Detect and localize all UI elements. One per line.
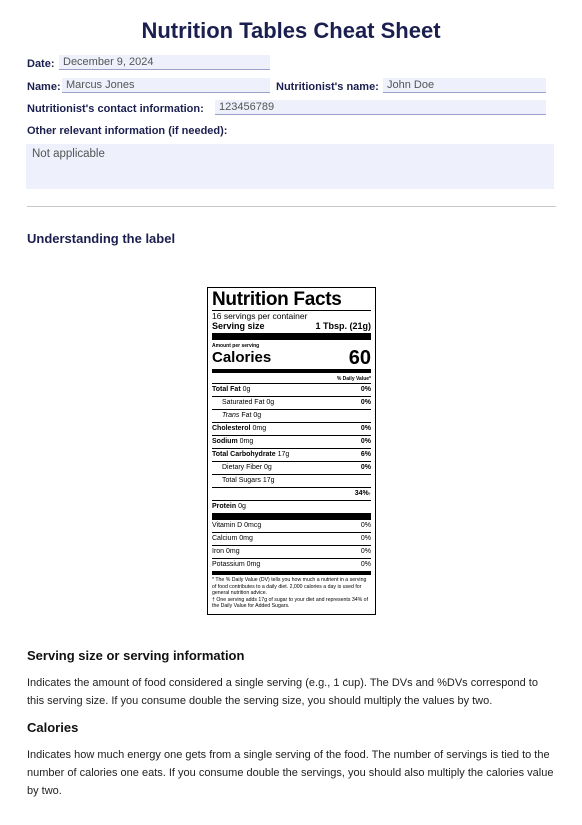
footnote-dv: * The % Daily Value (DV) tells you how much a nutrient in a serving of food contributes to a daily diet. 2,000 calories a day is used for general nutrition advice. [212,577,367,596]
label-thick-bar [212,333,371,340]
other-info-field[interactable]: Not applicable [26,144,554,189]
understanding-heading: Understanding the label [27,231,176,246]
row-potassium: Potassium 0mg 0% [212,558,371,571]
label-thick-bar-2 [212,513,371,520]
serving-size-label: Serving size [212,321,265,331]
label-serving-size-row [212,321,371,331]
name-field[interactable]: Marcus Jones [62,78,270,93]
serving-heading: Serving size or serving information [27,648,245,663]
footnote-sugar: † One serving adds 17g of sugar to your diet and represents 34% of the Daily Value for Added Sugars. [212,596,369,609]
label-title: Nutrition Facts [212,289,342,310]
row-sat-fat: Saturated Fat 0g 0% [212,396,371,409]
name-label: Name: [27,81,61,93]
row-sodium: Sodium 0mg 0% [212,435,371,448]
row-carb: Total Carbohydrate 17g 6% [212,448,371,461]
label-servings: 16 servings per container [212,310,371,321]
page-title: Nutrition Tables Cheat Sheet [141,18,441,43]
row-cholesterol: Cholesterol 0mg 0% [212,422,371,435]
nutritionist-field[interactable]: John Doe [383,78,546,93]
contact-label: Nutritionist's contact information: [27,103,204,115]
label-medium-bar [212,369,371,373]
contact-field[interactable]: 123456789 [215,100,546,115]
calories-heading: Calories [27,720,79,735]
row-added-sugars: 34% † [212,487,371,500]
calories-value: 60 [348,347,371,369]
divider [27,206,556,207]
date-label: Date: [27,58,55,70]
row-fiber: Dietary Fiber 0g 0% [212,461,371,474]
label-calories-row [212,349,371,367]
label-medium-bar-2 [212,571,371,575]
other-info-label: Other relevant information (if needed): [27,125,228,137]
row-iron: Iron 0mg 0% [212,545,371,558]
calories-text: Indicates how much energy one gets from a single serving of the food. The number of servings is tied to the number of calories one eats. If you consume double the servings, you should also multiply the calories value by two. [27,749,554,797]
row-calcium: Calcium 0mg 0% [212,532,371,545]
row-sugars: Total Sugars 17g [212,474,371,487]
amount-per-serving: Amount per serving [212,343,260,349]
dv-header: % Daily Value* [336,376,371,382]
row-vitd: Vitamin D 0mcg 0% [212,522,371,529]
row-trans-fat: Trans Fat 0g [212,409,371,422]
serving-text: Indicates the amount of food considered a single serving (e.g., 1 cup). The DVs and %DVs correspond to this serving size. If you consume double the serving size, you should multiply the values by two. [27,677,538,707]
row-protein: Protein 0g [212,500,371,513]
serving-size-value: 1 Tbsp. (21g) [315,321,371,331]
row-total-fat: Total Fat 0g 0% [212,383,371,396]
calories-label: Calories [212,349,272,366]
nutritionist-label: Nutritionist's name: [276,81,379,93]
nutrition-facts-label [207,287,376,615]
date-field[interactable]: December 9, 2024 [59,55,270,70]
